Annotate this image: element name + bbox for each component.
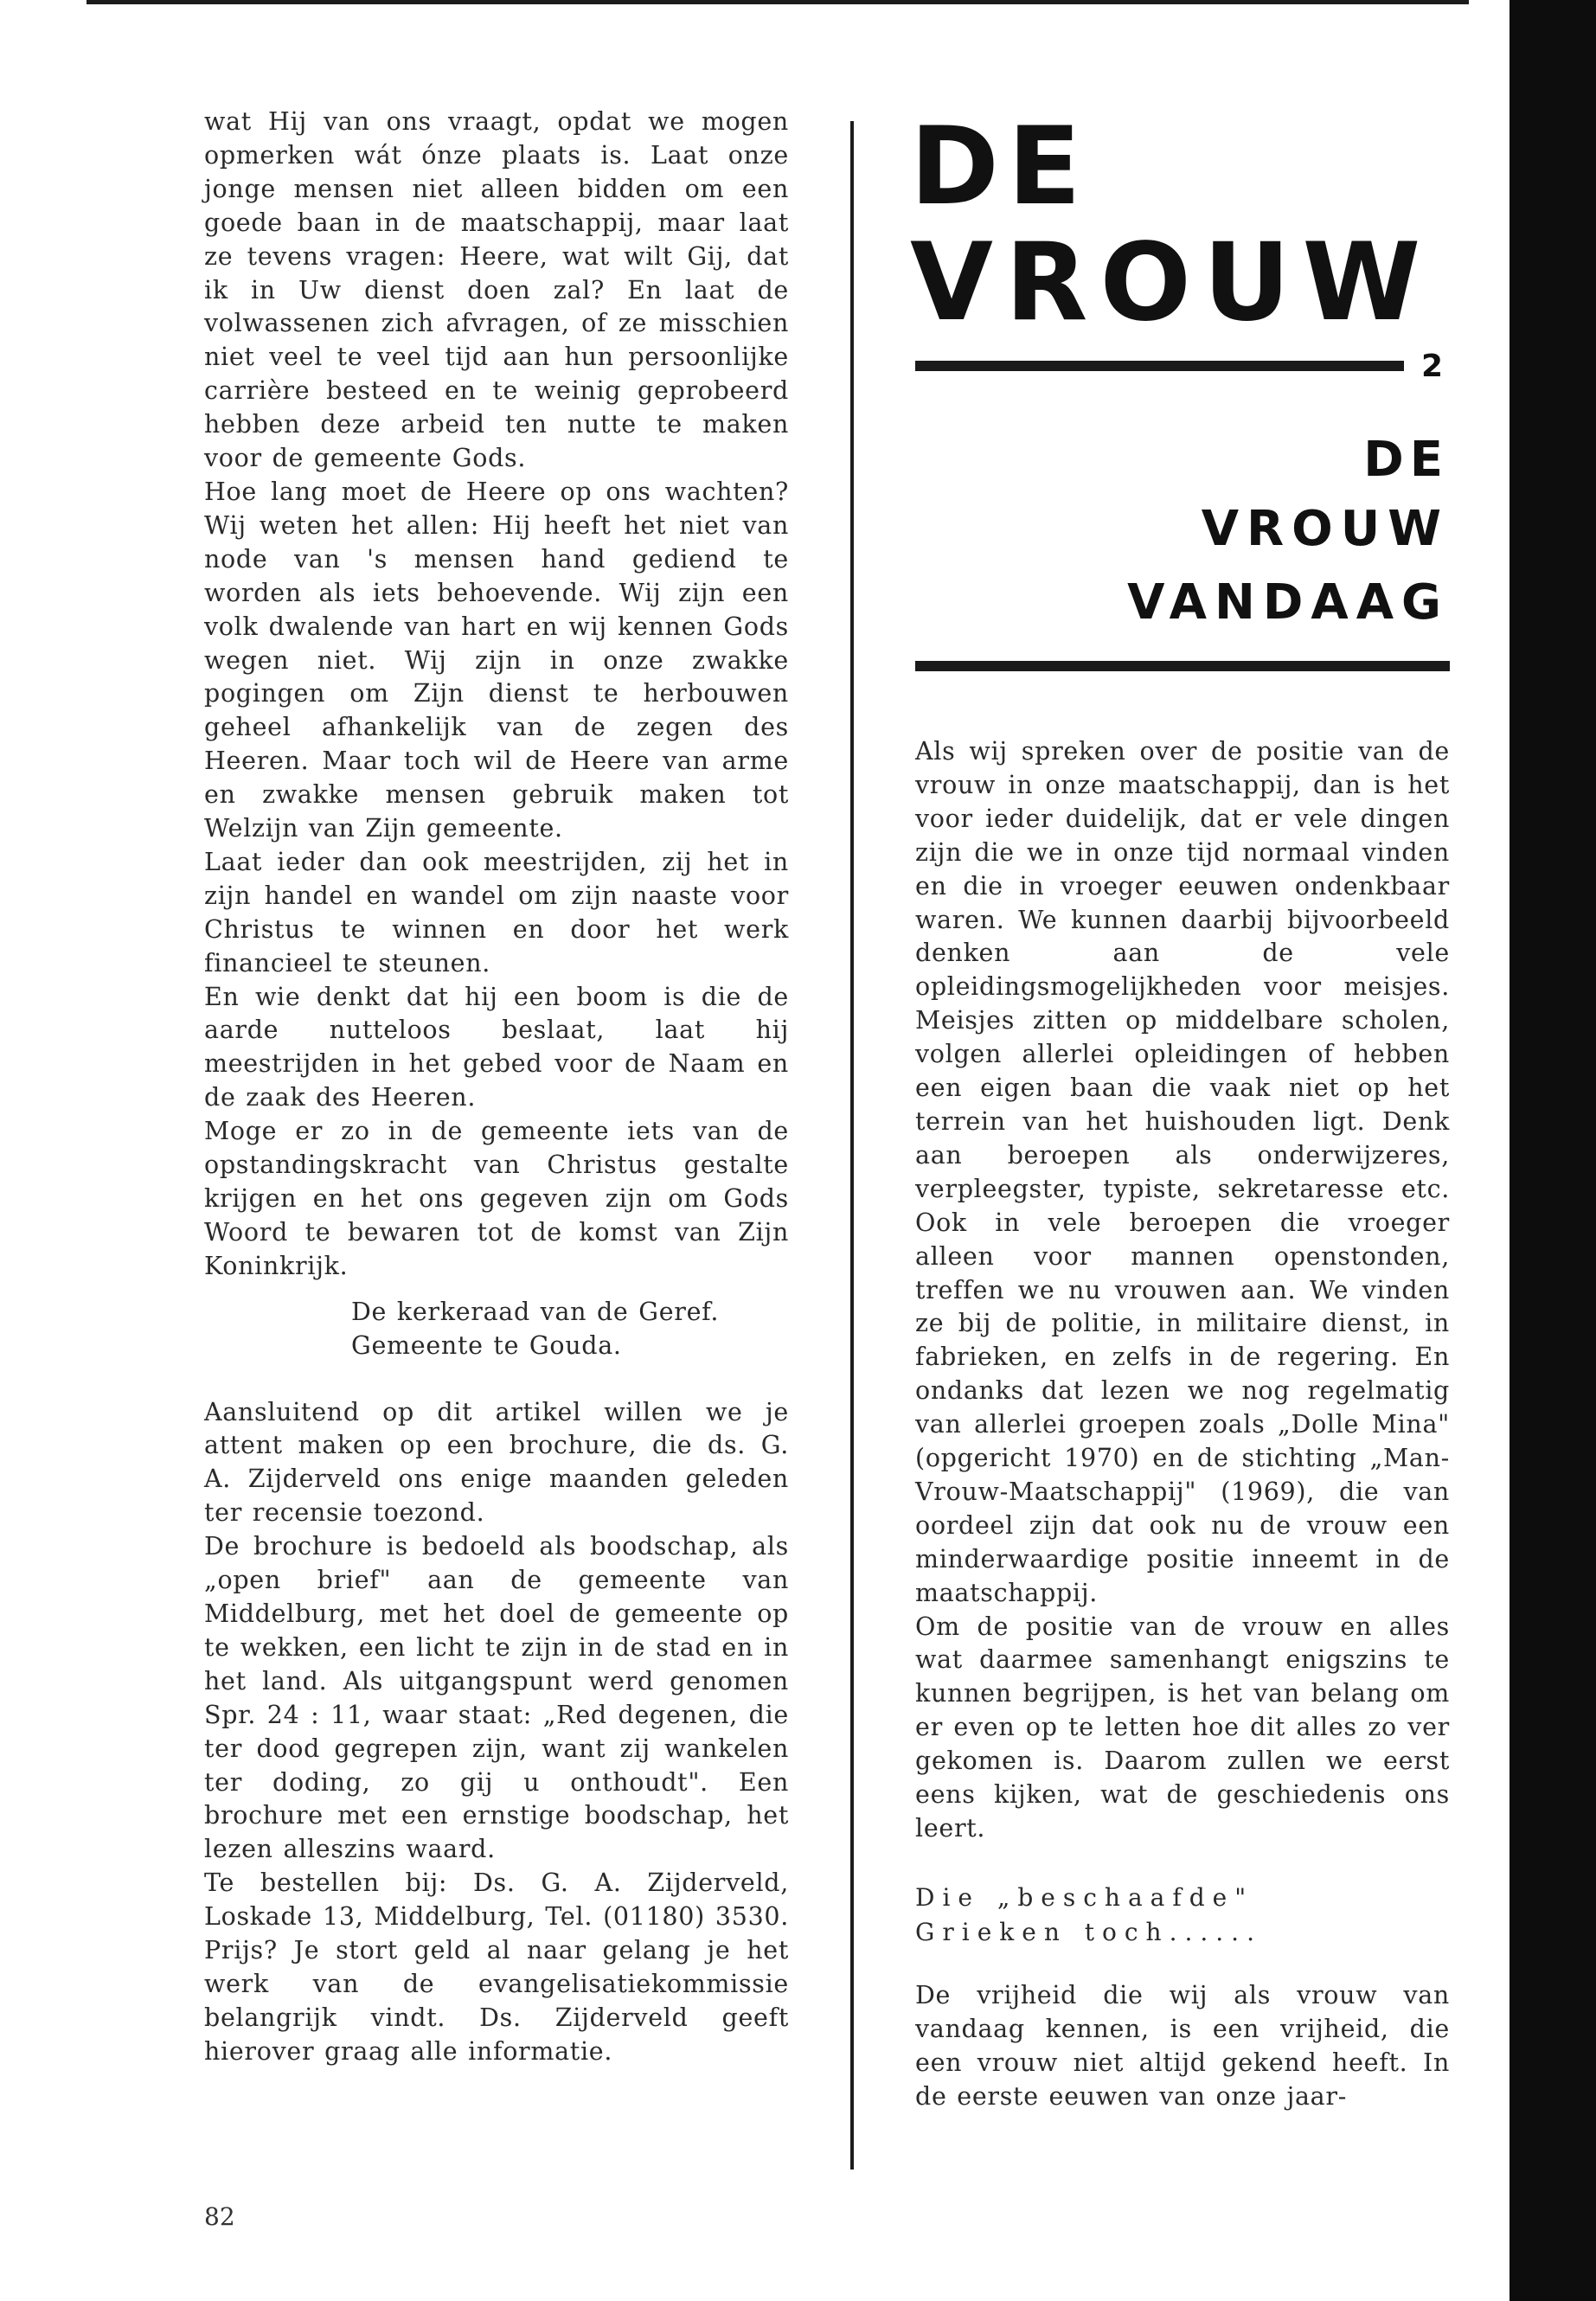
subtitle: DE: [1363, 432, 1449, 488]
signature-line: Gemeente te Gouda.: [351, 1330, 622, 1360]
paragraph: Hoe lang moet de Heere op ons wachten? Wij weten het allen: Hij heeft het niet van node van 's mensen hand gediend te worden als iets behoevende. Wij zijn een volk dwalende van hart en wij kennen Gods wegen niet. Wij zijn in onze zwakke pogingen om Zijn dienst te herbouwen geheel afhankelijk van de zegen des Heeren. Maar toch wil de Heere van arme en zwakke mensen gebruik maken tot Welzijn van Zijn gemeente.: [204, 477, 789, 843]
headline-title: VROUW: [910, 221, 1433, 345]
page-number: 82: [204, 2202, 235, 2231]
right-column: [915, 735, 1450, 2114]
subtitle-rule: [915, 661, 1450, 671]
paragraph: Moge er zo in de gemeente iets van de opstandingskracht van Christus gestalte krijgen en het ons gegeven zijn om Gods Woord te bewaren tot de komst van Zijn Koninkrijk.: [204, 1117, 789, 1280]
paragraph: Laat ieder dan ook meestrijden, zij het in zijn handel en wandel om zijn naaste voor Christus te winnen en door het werk financieel te steunen.: [204, 847, 789, 977]
paragraph: Als wij spreken over de positie van de vrouw in onze maatschappij, dan is het voor ieder duidelijk, dat er vele dingen zijn die we in onze tijd normaal vinden en die in vroeger eeuwen ondenkbaar waren. We kunnen daarbij bijvoorbeeld denken aan de vele opleidingsmogelijkheden voor meisjes. Meisjes zitten op middelbare scholen, volgen allerlei opleidingen of hebben een eigen baan die vaak niet op het terrein van het huishouden ligt. Denk aan beroepen als onderwijzeres, verpleegster, typiste, sekretaresse etc. Ook in vele beroepen die vroeger alleen voor mannen openstonden, treffen we nu vrouwen aan. We vinden ze bij de politie, in militaire dienst, in fabrieken, en zelfs in de regering. En ondanks dat lezen we nog regelmatig van allerlei groepen zoals „Dolle Mina" (opgericht 1970) en de stichting „Man-Vrouw-Maatschappij" (1969), die van oordeel zijn dat ook nu de vrouw een minderwaardige positie inneemt in de maatschappij.: [915, 737, 1450, 1607]
paragraph: Te bestellen bij: Ds. G. A. Zijderveld, Loskade 13, Middelburg, Tel. (01180) 3530. Prijs? Je stort geld al naar gelang je het werk van de evangelisatiekommissie belangrijk vindt. Ds. Zijderveld geeft hierover graag alle informatie.: [204, 1868, 789, 2066]
scan-edge: [1509, 0, 1596, 2301]
signature-line: De kerkeraad van de Geref.: [351, 1297, 720, 1326]
subtitle: VROUW: [1201, 501, 1449, 557]
title-rule: [915, 361, 1404, 371]
series-number: 2: [1421, 349, 1444, 384]
headline-title: DE: [910, 105, 1090, 229]
paragraph: De vrijheid die wij als vrouw van vandaag kennen, is een vrijheid, die een vrouw niet altijd gekend heeft. In de eerste eeuwen van onze jaar-: [915, 1980, 1450, 2111]
left-column: [204, 106, 789, 2069]
paragraph: wat Hij van ons vraagt, opdat we mogen opmerken wát ónze plaats is. Laat onze jonge mensen niet alleen bidden om een goede baan in de maatschappij, maar laat ze tevens vragen: Heere, wat wilt Gij, dat ik in Uw dienst doen zal? En laat de volwassenen zich afvragen, of ze misschien niet veel te veel tijd aan hun persoonlijke carrière besteed en te weinig geprobeerd hebben deze arbeid ten nutte te maken voor de gemeente Gods.: [204, 107, 789, 473]
paragraph: De brochure is bedoeld als boodschap, als „open brief" aan de gemeente van Middelburg, met het doel de gemeente op te wekken, een licht te zijn in de stad en in het land. Als uitgangspunt werd genomen Spr. 24 : 11, waar staat: „Red degenen, die ter dood gegrepen zijn, want zij wankelen ter doding, zo gij u onthoudt". Een brochure met een ernstige boodschap, het lezen alleszins waard.: [204, 1532, 789, 1864]
section-subheading: Die „beschaafde": [915, 1882, 1254, 1912]
paragraph: Aansluitend op dit artikel willen we je attent maken op een brochure, die ds. G. A. Zijderveld ons enige maanden geleden ter recensie toezond.: [204, 1397, 789, 1528]
section-subheading: Grieken toch......: [915, 1917, 1262, 1946]
subtitle: VANDAAG: [1127, 574, 1449, 631]
column-divider: [850, 121, 854, 2170]
top-rule: [87, 0, 1469, 4]
paragraph: Om de positie van de vrouw en alles wat daarmee samenhangt enigszins te kunnen begrijpen, is het van belang om er even op te letten hoe dit alles zo ver gekomen is. Daarom zullen we eerst eens kijken, wat de geschiedenis ons leert.: [915, 1612, 1450, 1843]
paragraph: En wie denkt dat hij een boom is die de aarde nutteloos beslaat, laat hij meestrijden in het gebed voor de Naam en de zaak des Heeren.: [204, 982, 789, 1112]
